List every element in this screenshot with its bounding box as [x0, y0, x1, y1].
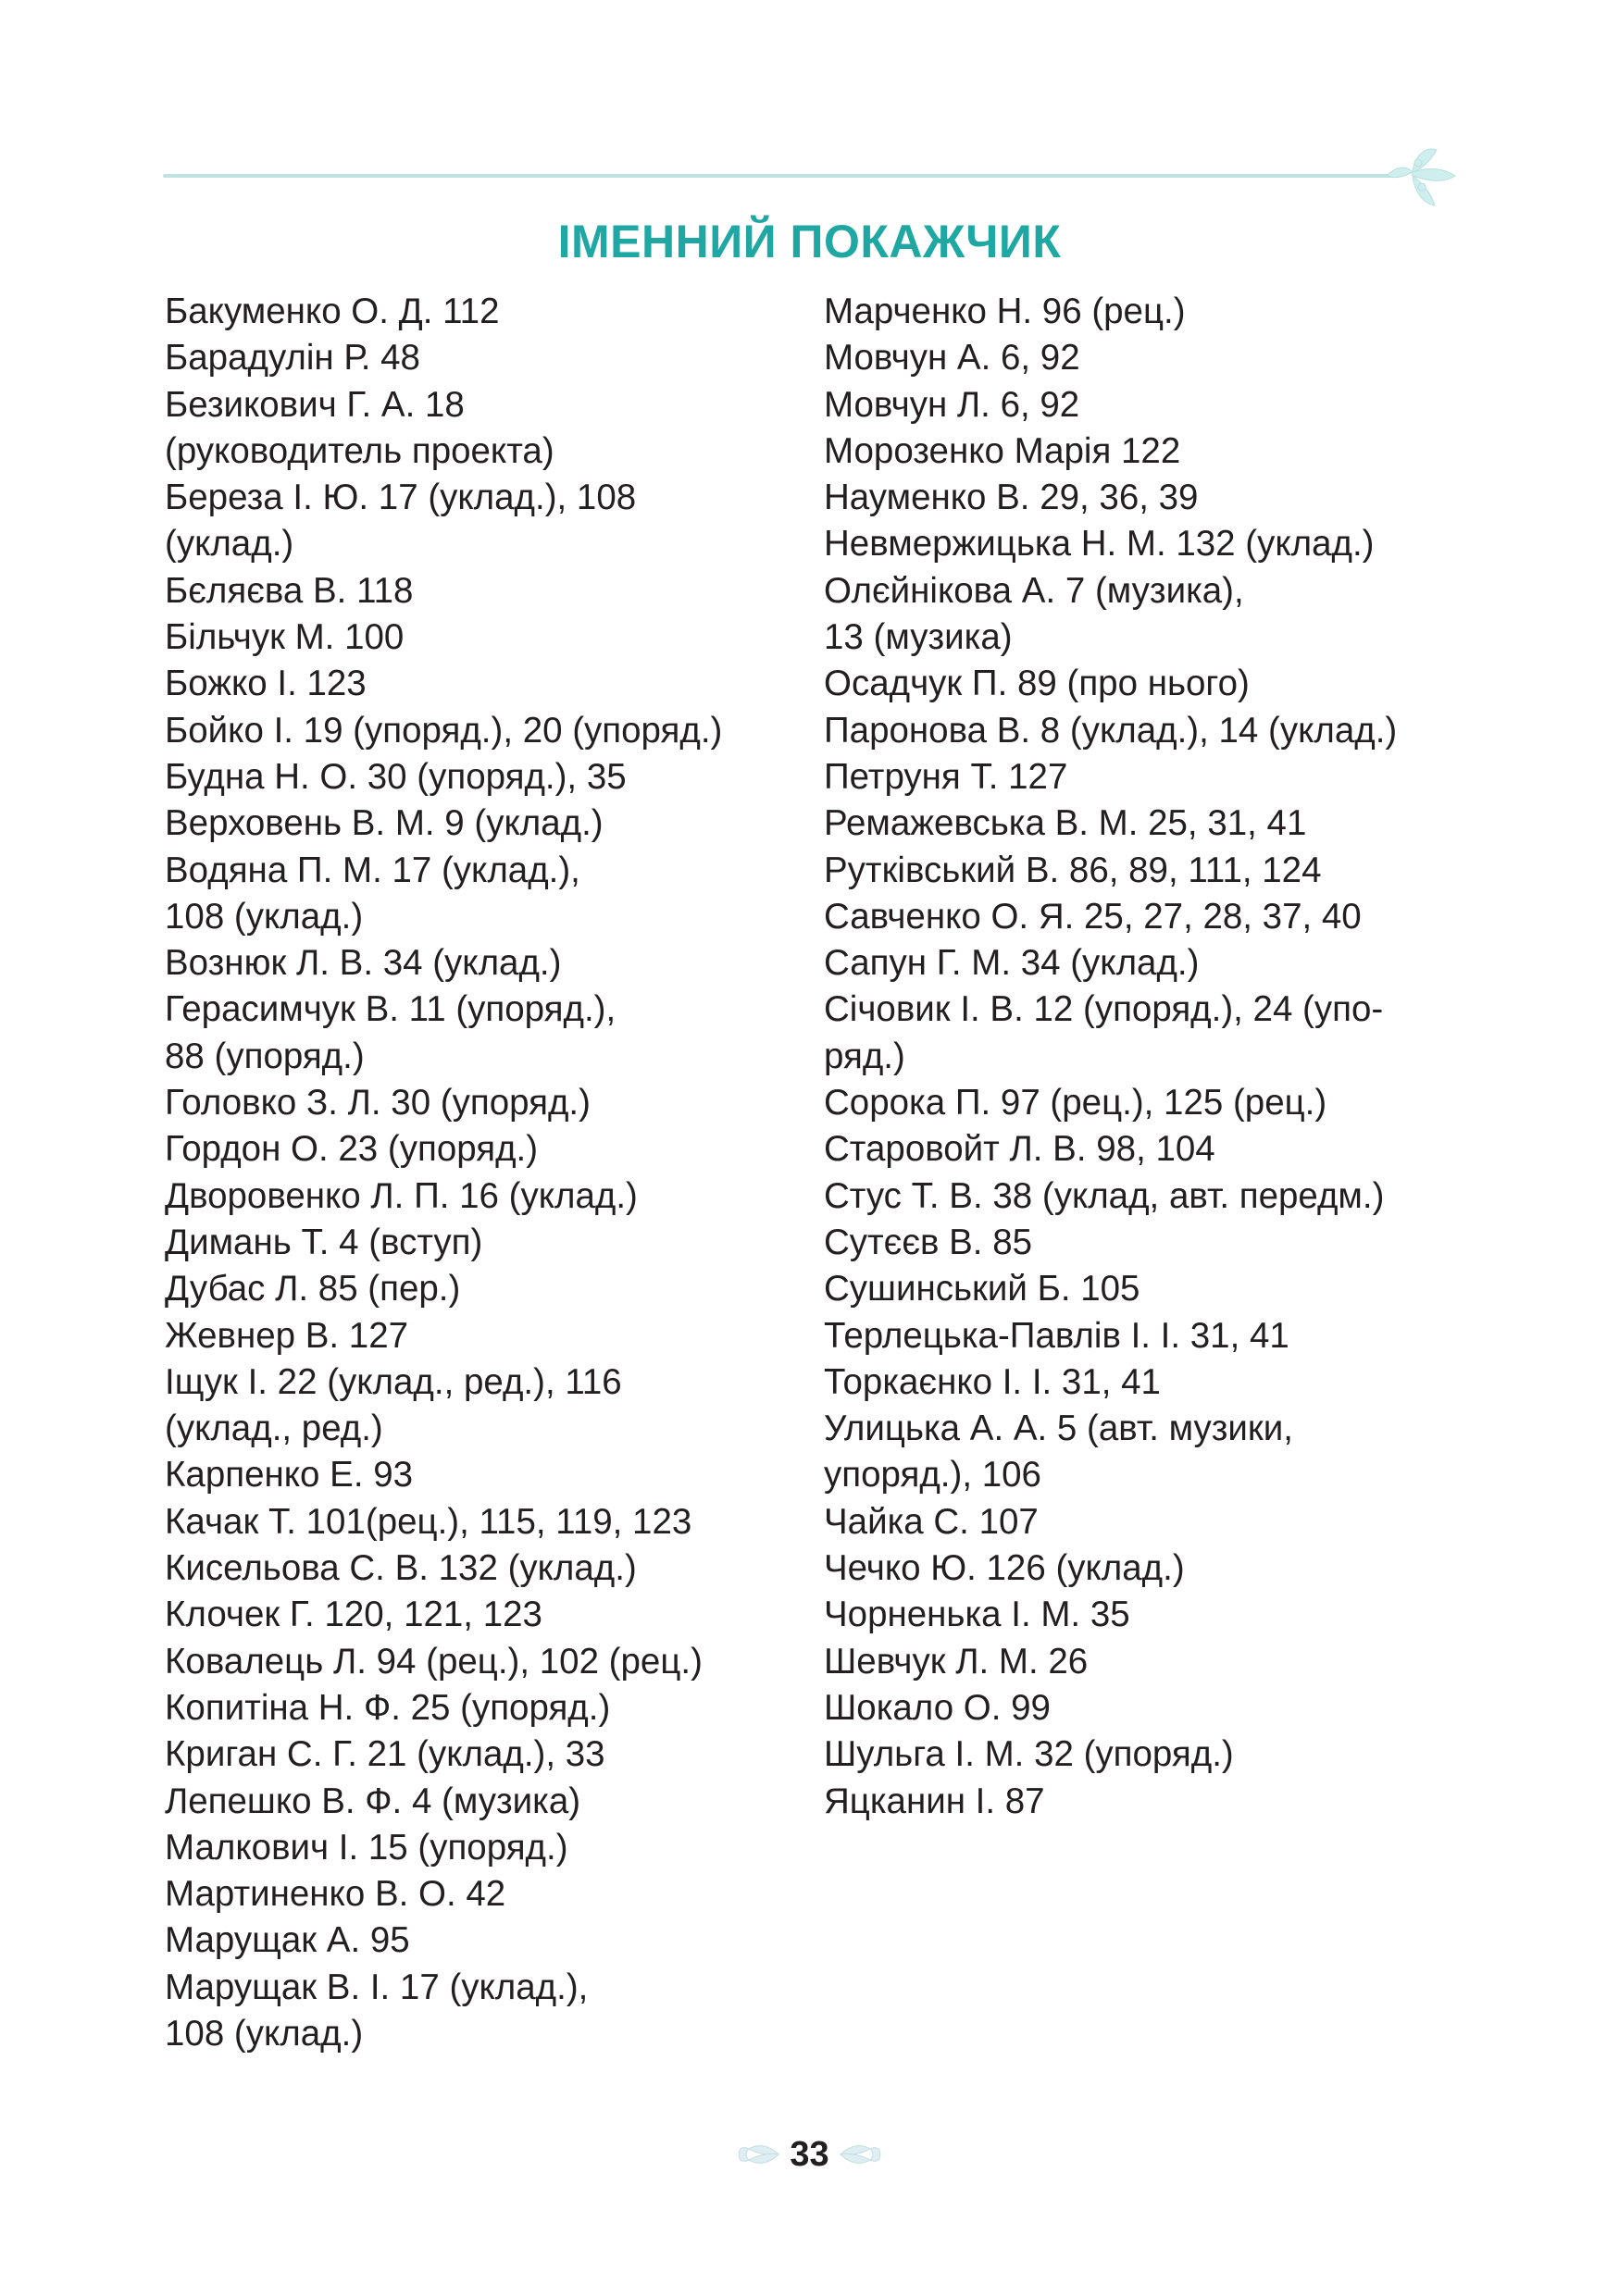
- index-entry: Шокало О. 99: [824, 1687, 1051, 1728]
- index-entry: Савченко О. Я. 25, 27, 28, 37, 40: [824, 896, 1362, 937]
- index-entry: Стус Т. В. 38 (уклад, авт. передм.): [824, 1175, 1385, 1216]
- index-entry: Бєляєва В. 118: [165, 570, 414, 611]
- index-entry: 88 (упоряд.): [165, 1036, 365, 1076]
- index-entry: Іщук І. 22 (уклад., ред.), 116: [165, 1361, 622, 1402]
- index-entry: Сушинський Б. 105: [824, 1269, 1140, 1309]
- index-entry: Ковалець Л. 94 (рец.), 102 (рец.): [165, 1641, 703, 1682]
- index-entry: Старовойт Л. В. 98, 104: [824, 1129, 1215, 1170]
- index-entry: Дубас Л. 85 (пер.): [165, 1269, 461, 1309]
- index-entry: Осадчук П. 89 (про нього): [824, 664, 1250, 704]
- index-entry: Бойко І. 19 (упоряд.), 20 (упоряд.): [165, 710, 723, 751]
- index-entry: Паронова В. 8 (уклад.), 14 (уклад.): [824, 710, 1398, 751]
- index-entry: 108 (уклад.): [165, 896, 364, 937]
- index-column-right: [824, 289, 1472, 1825]
- index-entry: Береза І. Ю. 17 (уклад.), 108: [165, 478, 637, 518]
- index-entry: Бакуменко О. Д. 112: [165, 292, 500, 331]
- index-entry: Більчук М. 100: [165, 617, 405, 658]
- index-entry: упоряд.), 106: [824, 1455, 1041, 1496]
- index-entry: Петруня Т. 127: [824, 756, 1068, 797]
- index-entry: Барадулін Р. 48: [165, 338, 420, 379]
- header-rule: [163, 174, 1394, 178]
- index-entry: Гордон О. 23 (упоряд.): [165, 1129, 539, 1170]
- index-entry: Чорненька І. М. 35: [824, 1595, 1130, 1635]
- index-entry: Головко З. Л. 30 (упоряд.): [165, 1083, 591, 1123]
- index-entry: Марченко Н. 96 (рец.): [824, 292, 1186, 331]
- index-entry: 108 (уклад.): [165, 2013, 364, 2054]
- index-entry: Криган С. Г. 21 (уклад.), 33: [165, 1734, 605, 1775]
- index-entry: Морозенко Марія 122: [824, 430, 1181, 471]
- index-entry: Копитіна Н. Ф. 25 (упоряд.): [165, 1687, 611, 1728]
- index-entry: 13 (музика): [824, 617, 1013, 658]
- index-entry: Димань Т. 4 (вступ): [165, 1222, 483, 1262]
- index-entry: Сорока П. 97 (рец.), 125 (рец.): [824, 1083, 1327, 1123]
- index-entry: Вознюк Л. В. 34 (уклад.): [165, 943, 562, 984]
- index-entry: Сутєєв В. 85: [824, 1222, 1033, 1262]
- index-entry: Мартиненко В. О. 42: [165, 1874, 506, 1915]
- index-column-left: [165, 289, 803, 2057]
- index-entry: Сапун Г. М. 34 (уклад.): [824, 943, 1200, 984]
- index-entry: Науменко В. 29, 36, 39: [824, 478, 1199, 518]
- index-entry: ряд.): [824, 1036, 905, 1076]
- index-entry: Клочек Г. 120, 121, 123: [165, 1595, 542, 1635]
- index-entry: (уклад., ред.): [165, 1409, 383, 1449]
- index-entry: Марущак В. І. 17 (уклад.),: [165, 1967, 589, 2007]
- index-entry: Кисельова С. В. 132 (уклад.): [165, 1548, 637, 1589]
- index-entry: Улицька А. А. 5 (авт. музики,: [824, 1409, 1293, 1449]
- index-entry: Водяна П. М. 17 (уклад.),: [165, 850, 580, 890]
- index-entry: (руководитель проекта): [165, 430, 554, 471]
- index-entry: Шульга І. М. 32 (упоряд.): [824, 1734, 1234, 1775]
- flourish-ornament-icon: [1377, 139, 1461, 213]
- leaf-ornament-icon: [736, 2134, 780, 2175]
- index-entry: Марущак А. 95: [165, 1920, 410, 1961]
- index-entry: (уклад.): [165, 524, 294, 565]
- index-entry: Качак Т. 101(рец.), 115, 119, 123: [165, 1501, 692, 1542]
- index-entry: Мовчун А. 6, 92: [824, 338, 1080, 379]
- index-entry: Торкаєнко І. І. 31, 41: [824, 1361, 1161, 1402]
- page-number: 33: [790, 2134, 829, 2174]
- index-entry: Дворовенко Л. П. 16 (уклад.): [165, 1175, 638, 1216]
- index-entry: Олєйнікова А. 7 (музика),: [824, 570, 1244, 611]
- page-footer: [0, 2127, 1619, 2182]
- index-entry: Ремажевська В. М. 25, 31, 41: [824, 803, 1307, 844]
- index-entry: Чайка С. 107: [824, 1501, 1039, 1542]
- index-entry: Жевнер В. 127: [165, 1315, 409, 1356]
- index-entry: Яцканин І. 87: [824, 1781, 1045, 1821]
- index-entry: Безикович Г. А. 18: [165, 384, 465, 425]
- index-entry: Терлецька-Павлів І. І. 31, 41: [824, 1315, 1289, 1356]
- index-entry: Рутківський В. 86, 89, 111, 124: [824, 850, 1322, 890]
- index-entry: Шевчук Л. М. 26: [824, 1641, 1089, 1682]
- index-entry: Карпенко Е. 93: [165, 1455, 414, 1496]
- index-entry: Мовчун Л. 6, 92: [824, 384, 1080, 425]
- index-entry: Герасимчук В. 11 (упоряд.),: [165, 989, 616, 1030]
- index-entry: Божко І. 123: [165, 664, 367, 704]
- index-entry: Невмержицька Н. М. 132 (уклад.): [824, 524, 1375, 565]
- index-entry: Малкович І. 15 (упоряд.): [165, 1827, 568, 1868]
- index-entry: Будна Н. О. 30 (упоряд.), 35: [165, 756, 627, 797]
- index-entry: Чечко Ю. 126 (уклад.): [824, 1548, 1185, 1589]
- index-entry: Січовик І. В. 12 (упоряд.), 24 (упо-: [824, 989, 1384, 1030]
- page-title: ІМЕННИЙ ПОКАЖЧИК: [557, 216, 1062, 267]
- index-entry: Верховень В. М. 9 (уклад.): [165, 803, 604, 844]
- index-entry: Лепешко В. Ф. 4 (музика): [165, 1781, 581, 1821]
- leaf-ornament-icon: [839, 2134, 883, 2175]
